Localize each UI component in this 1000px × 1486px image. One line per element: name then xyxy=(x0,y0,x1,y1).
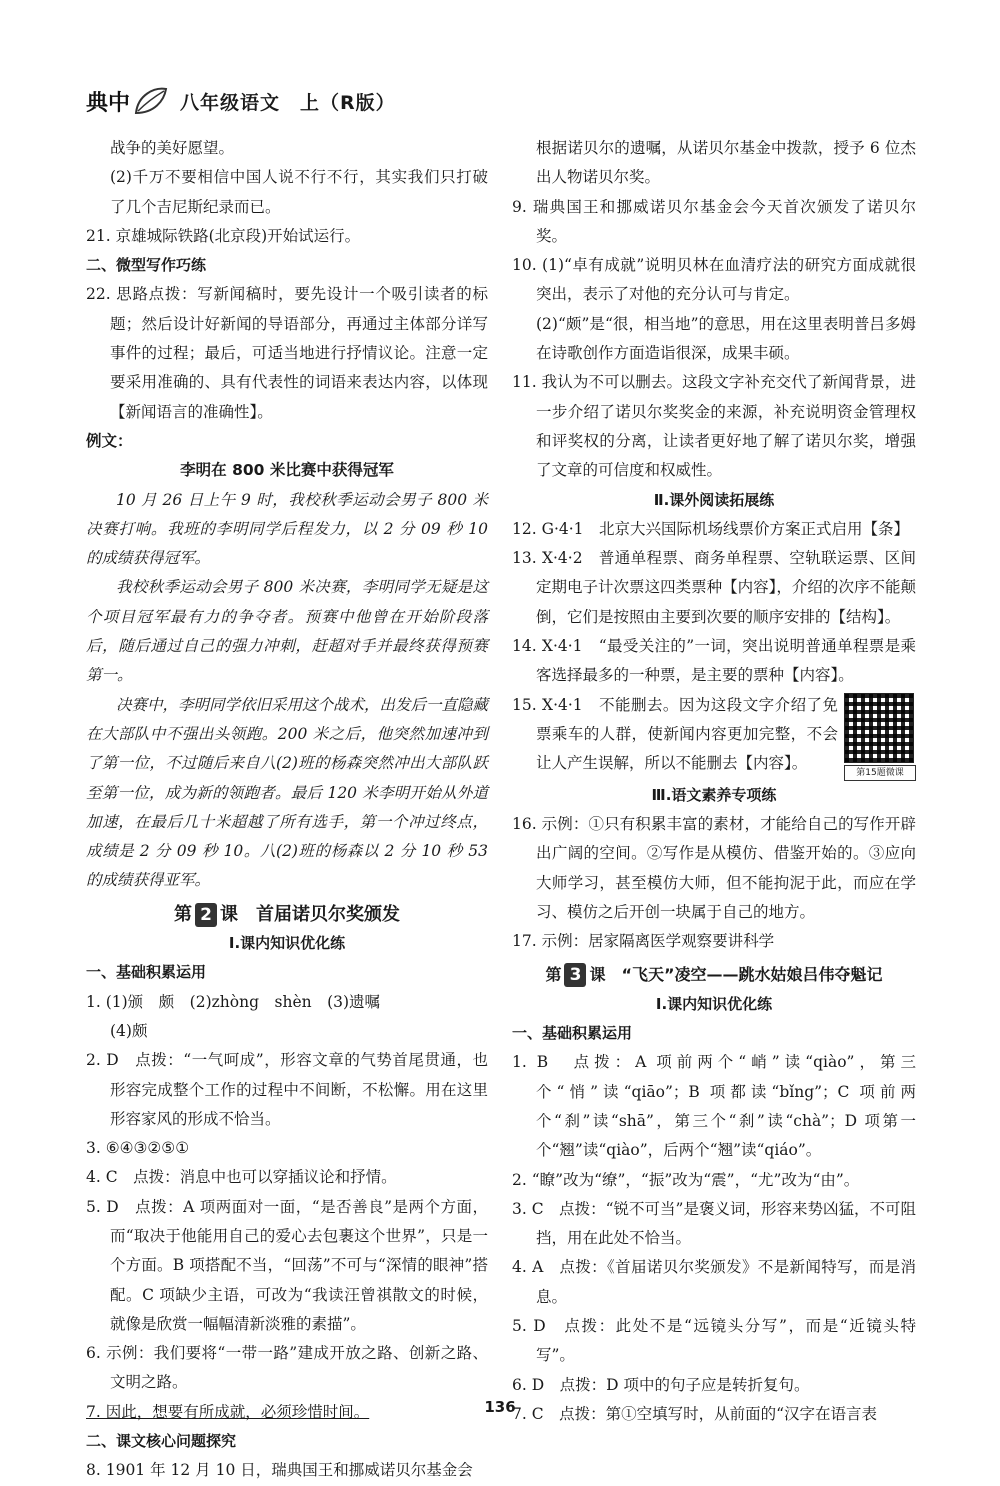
lesson-title: 课 “飞天”凌空——跳水姑娘吕伟夺魁记 xyxy=(589,965,883,985)
subsection-heading: Ⅰ.课内知识优化练 xyxy=(228,934,346,953)
brand-logo xyxy=(86,85,170,117)
answer-4: 4. A 点拨：《首届诺贝尔奖颁发》不是新闻特写，而是消息。 xyxy=(512,1258,916,1306)
answer-12: 12. G·4·1 北京大兴国际机场线票价方案正式启用【条】 xyxy=(512,519,910,538)
page-number: 136 xyxy=(484,1398,516,1416)
answer-2: 2. “瞭”改为“缭”，“振”改为“震”，“尤”改为“由”。 xyxy=(512,1170,860,1189)
lesson-number: 3 xyxy=(564,963,586,987)
leaf-icon xyxy=(132,85,170,117)
answer-8: 8. 1901 年 12 月 10 日，瑞典国王和挪威诺贝尔基金会 xyxy=(86,1461,473,1480)
answer-15: 15. X·4·1 不能删去。因为这段文字介绍了免票乘车的人群，使新闻内容更加完整，不会让人产生误解，所以不能删去【内容】。 xyxy=(512,695,838,773)
answer-21: 21. 京雄城际铁路(北京段)开始试运行。 xyxy=(86,226,361,245)
answer-8-cont: 根据诺贝尔的遗嘱，从诺贝尔基金中拨款，授予 6 位杰出人物诺贝尔奖。 xyxy=(536,139,916,187)
answer-16: 16. 示例：①只有积累丰富的素材，才能给自己的写作开辟出广阔的空间。②写作是从模仿、借鉴开始的。③应向大师学习，甚至模仿大师，但不能拘泥于此，而应在学习、模仿之后开创一块属于自己的地方。 xyxy=(512,814,916,921)
answer-13: 13. X·4·2 普通单程票、商务单程票、空轨联运票、区间定期电子计次票这四类票种【内容】，介绍的次序不能颠倒，它们是按照由主要到次要的顺序安排的【结构】。 xyxy=(512,549,916,626)
logo-text: 典中 xyxy=(86,90,131,116)
left-column xyxy=(86,134,488,1486)
example-label: 例文： xyxy=(86,431,133,450)
section-heading: 一、基础积累运用 xyxy=(512,1024,633,1043)
page-header xyxy=(86,78,396,124)
answer-17: 17. 示例：居家隔离医学观察要讲科学 xyxy=(512,932,775,951)
answer-6: 6. D 点拨：D 项中的句子应是转折复句。 xyxy=(512,1375,810,1394)
answer-line: (2)千万不要相信中国人说不行不行，其实我们只打破了几个吉尼斯纪录而已。 xyxy=(110,168,488,216)
lesson-prefix: 第 xyxy=(174,903,192,925)
qr-code-icon[interactable] xyxy=(844,693,914,763)
answer-5: 5. D 点拨：A 项两面对一面，“是否善良”是两个方面，而“取决于他能用自己的爱心去包裹这个世界”，只是一个方面。B 项搭配不当，“回荡”不可与“深情的眼神”搭配。C 项缺少主语，可改为“我读汪曾祺散文的时候，就像是欣赏一幅幅清新淡雅的素描”。 xyxy=(86,1197,488,1333)
answer-15-block xyxy=(512,691,916,779)
subsection-heading: Ⅲ.语文素养专项练 xyxy=(651,785,777,804)
answer-7: 7. C 点拨：第①空填写时，从前面的“汉字在语言表 xyxy=(512,1404,878,1423)
subsection-heading: Ⅰ.课内知识优化练 xyxy=(655,994,773,1013)
answer-3: 3. C 点拨：“锐不可当”是褒义词，形容来势凶猛，不可阻挡，用在此处不恰当。 xyxy=(512,1199,916,1248)
essay-paragraph: 10 月 26 日上午 9 时，我校秋季运动会男子 800 米决赛打响。我班的李明同学后程发力，以 2 分 09 秒 10 的成绩获得冠军。 xyxy=(86,490,488,568)
lesson-2-heading xyxy=(86,900,488,929)
answer-3: 3. ⑥④③②⑤① xyxy=(86,1139,190,1158)
answer-7: 7. 因此，想要有所成就，必须珍惜时间。 xyxy=(86,1402,370,1421)
answer-9: 9. 瑞典国王和挪威诺贝尔基金会今天首次颁发了诺贝尔奖。 xyxy=(512,197,916,245)
answer-11: 11. 我认为不可以删去。这段文字补充交代了新闻背景，进一步介绍了诺贝尔奖奖金的来源，补充说明资金管理权和评奖权的分离，让读者更好地了解了诺贝尔奖，增强了文章的可信度和权威性。 xyxy=(512,373,916,480)
answer-10-cont: (2)“颇”是“很，相当地”的意思，用在这里表明普吕多姆在诗歌创作方面造诣很深，成果丰硕。 xyxy=(536,314,916,363)
book-title: 八年级语文 上（R版） xyxy=(180,91,396,114)
answer-1-cont: (4)颇 xyxy=(110,1021,148,1040)
answer-6: 6. 示例：我们要将“一带一路”建成开放之路、创新之路、文明之路。 xyxy=(86,1344,488,1392)
lesson-number: 2 xyxy=(195,903,217,927)
right-column xyxy=(512,134,916,1429)
answer-1: 1. (1)颁 颇 (2)zhòng shèn (3)遗嘱 xyxy=(86,992,381,1011)
section-heading: 二、微型写作巧练 xyxy=(86,256,207,275)
qr-caption: 第15题微课 xyxy=(844,765,916,781)
qr-code-block[interactable] xyxy=(844,693,916,781)
answer-1: 1. B 点拨：A 项前两个“峭”读“qiào”，第三个“悄”读“qiāo”；B 项都读“bǐng”；C 项前两个“刹”读“shā”，第三个“刹”读“chà”；D 项第一个“翘”读“qiào”，后两个“翘”读“qiáo”。 xyxy=(512,1053,916,1160)
answer-10: 10. (1)“卓有成就”说明贝林在血清疗法的研究方面成就很突出，表示了对他的充分认可与肯定。 xyxy=(512,256,916,304)
answer-2: 2. D 点拨：“一气呵成”，形容文章的气势首尾贯通，也形容完成整个工作的过程中不间断，不松懈。用在这里形容家风的形成不恰当。 xyxy=(86,1051,488,1128)
answer-14: 14. X·4·1 “最受关注的”一词，突出说明普通单程票是乘客选择最多的一种票，是主要的票种【内容】。 xyxy=(512,637,916,685)
essay-paragraph: 决赛中，李明同学依旧采用这个战术，出发后一直隐藏在大部队中不强出头领跑。200 米之后，他突然加速冲到了第一位，不过随后来自八(2)班的杨森突然冲出大部队跃至第一位，成为新的领跑者。最后 120 米李明开始从外道加速，在最后几十米超越了所有选手，第一个冲过终点，成绩是 2 分 09 秒 10。八(2)班的杨森以 2 分 10 秒 53 的成绩获得亚军。 xyxy=(86,695,489,890)
section-heading: 二、课文核心问题探究 xyxy=(86,1432,237,1451)
essay-title: 李明在 800 米比赛中获得冠军 xyxy=(180,461,394,480)
answer-line: 战争的美好愿望。 xyxy=(110,139,235,157)
lesson-prefix: 第 xyxy=(545,965,562,985)
answer-22: 22. 思路点拨：写新闻稿时，要先设计一个吸引读者的标题；然后设计好新闻的导语部分，再通过主体部分详写事件的过程；最后，可适当地进行抒情议论。注意一定要采用准确的、具有代表性的词语来表达内容，以体现【新闻语言的准确性】。 xyxy=(86,285,488,421)
lesson-3-heading xyxy=(512,960,916,989)
answer-5: 5. D 点拨：此处不是“远镜头分写”，而是“近镜头特写”。 xyxy=(512,1316,916,1365)
lesson-title: 课 首届诺贝尔奖颁发 xyxy=(220,903,400,925)
subsection-heading: Ⅱ.课外阅读拓展练 xyxy=(653,490,775,509)
essay-paragraph: 我校秋季运动会男子 800 米决赛，李明同学无疑是这个项目冠军最有力的争夺者。预赛中他曾在开始阶段落后，随后通过自己的强力冲刺，赶超对手并最终获得预赛第一。 xyxy=(86,578,488,685)
answer-4: 4. C 点拨：消息中也可以穿插议论和抒情。 xyxy=(86,1168,397,1187)
section-heading: 一、基础积累运用 xyxy=(86,963,207,982)
